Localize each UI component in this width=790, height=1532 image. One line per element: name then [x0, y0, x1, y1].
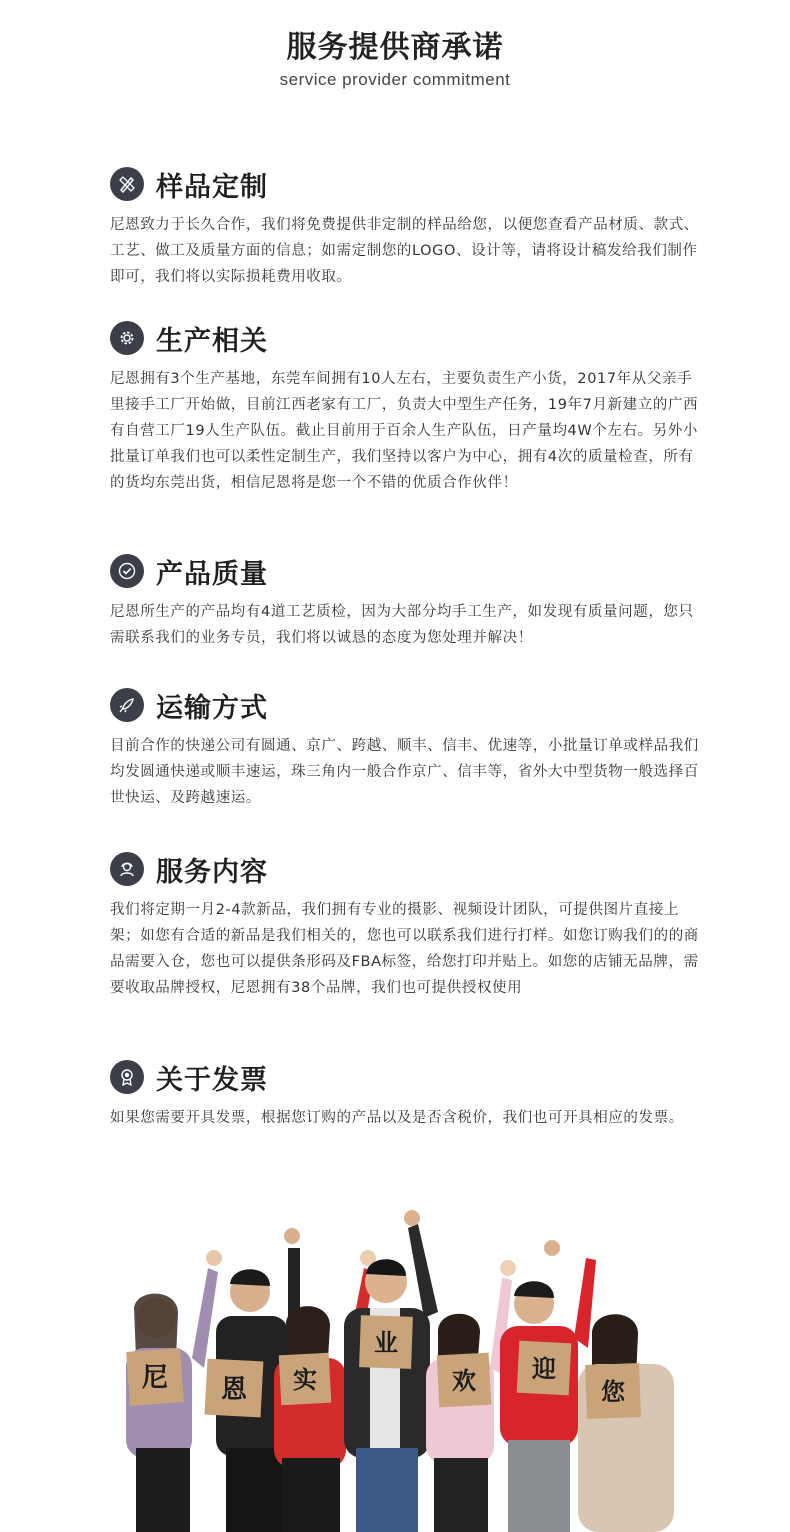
sign-char: 业	[374, 1329, 398, 1357]
sign-card	[279, 1353, 332, 1406]
page-header	[0, 28, 790, 90]
award-badge-icon	[110, 1060, 144, 1094]
customer-service-icon	[110, 852, 144, 886]
sign-char: 您	[601, 1378, 625, 1406]
sign-char: 欢	[452, 1367, 476, 1395]
section-title: 生产相关	[156, 325, 268, 357]
sign-char: 恩	[220, 1375, 248, 1405]
section-invoice	[110, 1057, 700, 1131]
section-production	[110, 318, 700, 496]
section-title: 产品质量	[156, 558, 268, 590]
section-sample-customization	[110, 164, 700, 290]
sign-char: 实	[293, 1366, 317, 1394]
sign-card	[126, 1348, 184, 1406]
sign-card	[517, 1341, 572, 1396]
section-product-quality	[110, 551, 700, 651]
person-figure	[344, 1210, 438, 1532]
section-body: 如果您需要开具发票，根据您订购的产品以及是否含税价，我们也可开具相应的发票。	[110, 1110, 684, 1126]
section-title: 样品定制	[156, 171, 268, 203]
rocket-icon	[110, 688, 144, 722]
section-shipping	[110, 685, 700, 811]
sign-card	[359, 1315, 413, 1369]
section-title: 服务内容	[156, 856, 268, 888]
section-title: 运输方式	[156, 692, 268, 724]
page-title: 服务提供商承诺	[286, 30, 504, 65]
check-circle-icon	[110, 554, 144, 588]
team-photo	[108, 1208, 686, 1532]
section-body: 尼恩拥有3个生产基地，东莞车间拥有10人左右，主要负责生产小货，2017年从父亲手里接手工厂开始做，目前江西老家有工厂，负责大中型生产任务，19年7月新建立的广西有自营工厂19人生产队伍。截止目前用于百余人生产队伍，日产量均4W个左右。另外小批量订单我们也可以柔性定制生产，我们坚持以客户为中心，拥有4次的质量检查，所有的货均东莞出货，相信尼恩将是您一个不错的优质合作伙伴！	[110, 371, 699, 491]
sign-card	[437, 1353, 492, 1408]
gear-icon	[110, 321, 144, 355]
section-body: 我们将定期一月2-4款新品，我们拥有专业的摄影、视频设计团队，可提供图片直接上架；如您有合适的新品是我们相关的，您也可以联系我们进行打样。如您订购我们的的商品需要入仓，您也可以提供条形码及FBA标签，给您打印并贴上。如您的店铺无品牌，需要收取品牌授权，尼恩拥有38个品牌，我们也可提供授权使用	[110, 902, 699, 996]
section-body: 目前合作的快递公司有圆通、京广、跨越、顺丰、信丰、优速等，小批量订单或样品我们均发圆通快递或顺丰速运，珠三角内一般合作京广、信丰等，省外大中型货物一般选择百世快运、及跨越速运。	[110, 738, 699, 806]
page-subtitle: service provider commitment	[279, 70, 511, 89]
person-figure	[578, 1314, 674, 1532]
pencil-ruler-icon	[110, 167, 144, 201]
sign-card	[205, 1359, 264, 1418]
sign-char: 尼	[141, 1363, 169, 1393]
section-body: 尼恩致力于长久合作，我们将免费提供非定制的样品给您，以便您查看产品材质、款式、工艺、做工及质量方面的信息；如需定制您的LOGO、设计等，请将设计稿发给我们制作即可，我们将以实际损耗费用收取。	[110, 217, 699, 285]
section-body: 尼恩所生产的产品均有4道工艺质检，因为大部分均手工生产，如发现有质量问题，您只需联系我们的业务专员，我们将以诚恳的态度为您处理并解决！	[110, 604, 694, 646]
section-title: 关于发票	[156, 1064, 268, 1096]
sign-char: 迎	[532, 1355, 556, 1383]
sign-card	[585, 1363, 641, 1419]
section-service-content	[110, 849, 700, 1001]
